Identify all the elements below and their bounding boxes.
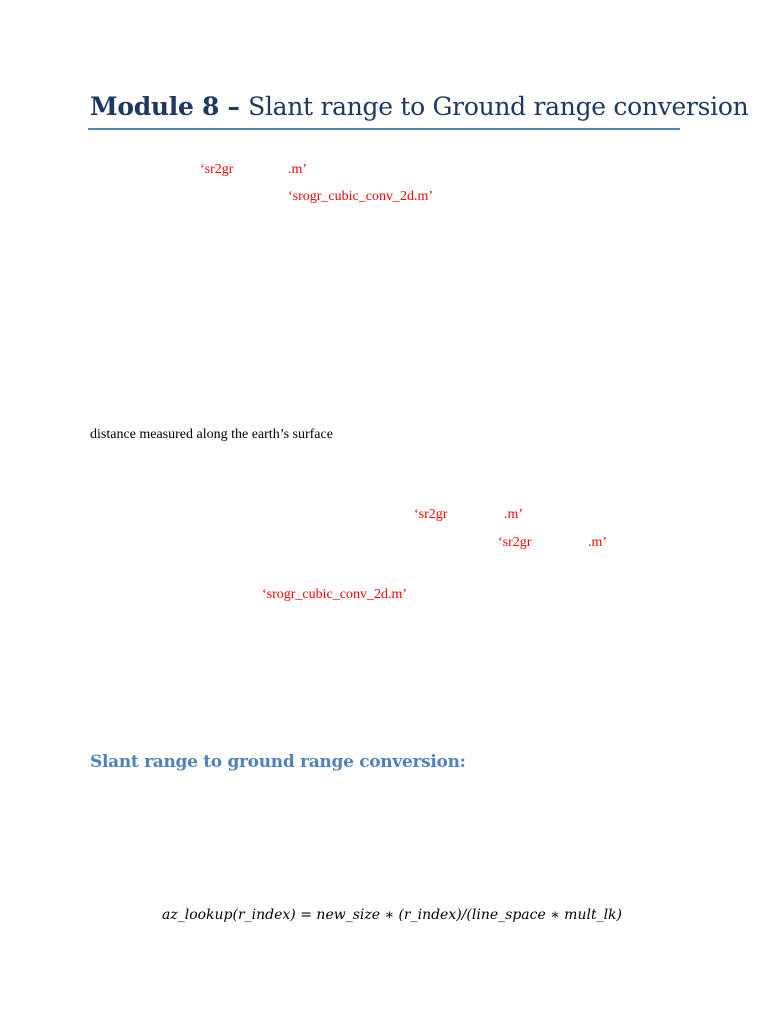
formula-rhs: new_size ∗ (r_index)/(line_space ∗ mult_lk) [316,907,622,923]
body-text-distance: distance measured along the earth’s surface [90,427,333,442]
file-ext-3: .m’ [588,535,608,550]
formula-lhs: az_lookup(r_index) [162,907,296,923]
file-ref-srogr-2: ‘srogr_cubic_conv_2d.m’ [262,587,408,602]
title-underline [88,128,680,130]
section-heading: Slant range to ground range conversion: [90,752,466,772]
file-ref-sr2gr-1: ‘sr2gr [200,162,234,177]
file-ext-2: .m’ [504,507,524,522]
title-module-number: Module 8 – [90,92,249,121]
formula [162,907,622,923]
page-title [90,92,748,121]
formula-equals: = [295,907,317,923]
file-ref-sr2gr-3: ‘sr2gr [498,535,532,550]
file-ref-sr2gr-2: ‘sr2gr [414,507,448,522]
title-text: Slant range to Ground range conversion [248,92,749,121]
file-ext-1: .m’ [288,162,308,177]
file-ref-srogr-1: ‘srogr_cubic_conv_2d.m’ [288,189,434,204]
